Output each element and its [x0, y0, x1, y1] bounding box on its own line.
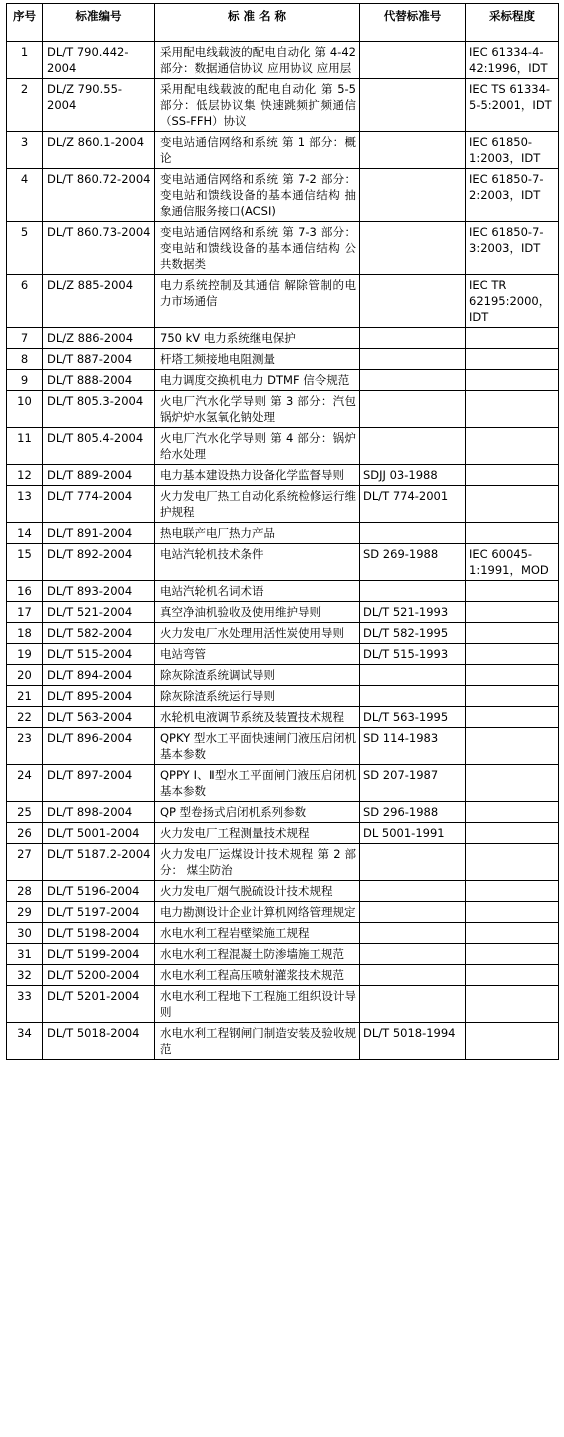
row-serial-number: 29 — [7, 902, 43, 923]
row-replaced-standard — [360, 965, 466, 986]
row-serial-number: 12 — [7, 465, 43, 486]
row-standard-code: DL/T 5199-2004 — [43, 944, 155, 965]
row-replaced-standard — [360, 581, 466, 602]
row-adoption-degree — [466, 486, 559, 523]
row-standard-code: DL/T 563-2004 — [43, 707, 155, 728]
row-standard-name: 火电厂汽水化学导则 第 4 部分：锅炉给水处理 — [155, 428, 360, 465]
table-row — [7, 802, 559, 823]
table-row — [7, 370, 559, 391]
row-adoption-degree — [466, 1023, 559, 1060]
row-standard-name: QPKY 型水工平面快速闸门液压启闭机基本参数 — [155, 728, 360, 765]
row-standard-code: DL/T 5198-2004 — [43, 923, 155, 944]
row-adoption-degree — [466, 686, 559, 707]
table-row — [7, 544, 559, 581]
row-adoption-degree: IEC 61850-7-2:2003，IDT — [466, 169, 559, 222]
row-standard-code: DL/T 5001-2004 — [43, 823, 155, 844]
row-standard-code: DL/T 893-2004 — [43, 581, 155, 602]
table-body — [7, 42, 559, 1060]
row-serial-number: 14 — [7, 523, 43, 544]
row-standard-name: 电站弯管 — [155, 644, 360, 665]
row-replaced-standard — [360, 986, 466, 1023]
row-standard-code: DL/T 5187.2-2004 — [43, 844, 155, 881]
row-standard-name: 热电联产电厂热力产品 — [155, 523, 360, 544]
row-standard-name: 水轮机电液调节系统及装置技术规程 — [155, 707, 360, 728]
row-replaced-standard: SD 269-1988 — [360, 544, 466, 581]
row-standard-name: 火力发电厂运煤设计技术规程 第 2 部分： 煤尘防治 — [155, 844, 360, 881]
row-replaced-standard: SD 296-1988 — [360, 802, 466, 823]
row-serial-number: 17 — [7, 602, 43, 623]
row-serial-number: 9 — [7, 370, 43, 391]
row-standard-code: DL/Z 790.55-2004 — [43, 79, 155, 132]
row-replaced-standard: DL/T 515-1993 — [360, 644, 466, 665]
row-replaced-standard: SDJJ 03-1988 — [360, 465, 466, 486]
row-serial-number: 24 — [7, 765, 43, 802]
row-serial-number: 16 — [7, 581, 43, 602]
row-standard-code: DL/T 805.3-2004 — [43, 391, 155, 428]
row-standard-code: DL/T 790.442-2004 — [43, 42, 155, 79]
table-row — [7, 328, 559, 349]
table-row — [7, 623, 559, 644]
table-row — [7, 602, 559, 623]
row-serial-number: 19 — [7, 644, 43, 665]
row-serial-number: 22 — [7, 707, 43, 728]
row-adoption-degree — [466, 802, 559, 823]
row-replaced-standard — [360, 370, 466, 391]
row-replaced-standard — [360, 349, 466, 370]
row-serial-number: 26 — [7, 823, 43, 844]
table-row — [7, 79, 559, 132]
row-standard-code: DL/Z 885-2004 — [43, 275, 155, 328]
header-adoption-degree: 采标程度 — [466, 4, 559, 42]
table-row — [7, 686, 559, 707]
row-adoption-degree — [466, 370, 559, 391]
row-standard-name: 水电水利工程高压喷射灌浆技术规范 — [155, 965, 360, 986]
row-standard-name: 电力勘测设计企业计算机网络管理规定 — [155, 902, 360, 923]
table-row — [7, 665, 559, 686]
row-serial-number: 27 — [7, 844, 43, 881]
row-serial-number: 25 — [7, 802, 43, 823]
row-adoption-degree — [466, 881, 559, 902]
row-serial-number: 3 — [7, 132, 43, 169]
row-standard-code: DL/T 894-2004 — [43, 665, 155, 686]
row-standard-code: DL/T 5196-2004 — [43, 881, 155, 902]
row-serial-number: 20 — [7, 665, 43, 686]
table-row — [7, 1023, 559, 1060]
row-serial-number: 6 — [7, 275, 43, 328]
row-standard-name: 火电厂汽水化学导则 第 3 部分：汽包锅炉炉水氢氧化钠处理 — [155, 391, 360, 428]
table-row — [7, 486, 559, 523]
row-adoption-degree — [466, 623, 559, 644]
row-adoption-degree: IEC 60045-1:1991，MOD — [466, 544, 559, 581]
row-replaced-standard — [360, 79, 466, 132]
table-row — [7, 707, 559, 728]
row-adoption-degree: IEC 61850-7-3:2003，IDT — [466, 222, 559, 275]
table-row — [7, 42, 559, 79]
row-standard-code: DL/T 887-2004 — [43, 349, 155, 370]
row-replaced-standard — [360, 523, 466, 544]
table-row — [7, 132, 559, 169]
row-standard-code: DL/T 805.4-2004 — [43, 428, 155, 465]
row-serial-number: 15 — [7, 544, 43, 581]
row-standard-code: DL/T 889-2004 — [43, 465, 155, 486]
row-standard-code: DL/T 582-2004 — [43, 623, 155, 644]
row-standard-name: 变电站通信网络和系统 第 7-3 部分：变电站和馈线设备的基本通信结构 公共数据类 — [155, 222, 360, 275]
row-replaced-standard — [360, 275, 466, 328]
row-adoption-degree — [466, 944, 559, 965]
row-standard-name: 采用配电线载波的配电自动化 第 5-5 部分：低层协议集 快速跳频扩频通信（SS-FFH）协议 — [155, 79, 360, 132]
row-adoption-degree — [466, 523, 559, 544]
row-standard-code: DL/T 860.72-2004 — [43, 169, 155, 222]
row-replaced-standard — [360, 686, 466, 707]
row-serial-number: 21 — [7, 686, 43, 707]
row-adoption-degree — [466, 923, 559, 944]
row-standard-name: 水电水利工程钢闸门制造安装及验收规范 — [155, 1023, 360, 1060]
row-replaced-standard: DL/T 774-2001 — [360, 486, 466, 523]
table-row — [7, 965, 559, 986]
row-standard-code: DL/T 5201-2004 — [43, 986, 155, 1023]
row-adoption-degree — [466, 349, 559, 370]
row-replaced-standard: SD 207-1987 — [360, 765, 466, 802]
row-standard-name: 火力发电厂烟气脱硫设计技术规程 — [155, 881, 360, 902]
row-replaced-standard: DL/T 563-1995 — [360, 707, 466, 728]
row-standard-name: 电站汽轮机名词术语 — [155, 581, 360, 602]
header-replaced-standard: 代替标准号 — [360, 4, 466, 42]
row-replaced-standard — [360, 42, 466, 79]
table-row — [7, 391, 559, 428]
row-serial-number: 33 — [7, 986, 43, 1023]
table-row — [7, 428, 559, 465]
row-standard-code: DL/T 860.73-2004 — [43, 222, 155, 275]
row-standard-code: DL/T 774-2004 — [43, 486, 155, 523]
table-row — [7, 844, 559, 881]
table-row — [7, 465, 559, 486]
row-standard-code: DL/T 895-2004 — [43, 686, 155, 707]
table-row — [7, 923, 559, 944]
row-standard-name: 750 kV 电力系统继电保护 — [155, 328, 360, 349]
table-row — [7, 728, 559, 765]
row-standard-name: 水电水利工程混凝土防渗墙施工规范 — [155, 944, 360, 965]
row-serial-number: 23 — [7, 728, 43, 765]
row-replaced-standard: DL/T 582-1995 — [360, 623, 466, 644]
row-standard-code: DL/T 515-2004 — [43, 644, 155, 665]
row-standard-name: 真空净油机验收及使用维护导则 — [155, 602, 360, 623]
row-replaced-standard — [360, 881, 466, 902]
row-adoption-degree — [466, 707, 559, 728]
row-serial-number: 13 — [7, 486, 43, 523]
row-standard-name: 电力基本建设热力设备化学监督导则 — [155, 465, 360, 486]
row-adoption-degree: IEC 61334-4-42:1996，IDT — [466, 42, 559, 79]
row-adoption-degree — [466, 465, 559, 486]
row-replaced-standard — [360, 844, 466, 881]
row-serial-number: 18 — [7, 623, 43, 644]
table-row — [7, 986, 559, 1023]
row-standard-name: QP 型卷扬式启闭机系列参数 — [155, 802, 360, 823]
row-serial-number: 11 — [7, 428, 43, 465]
row-standard-code: DL/T 888-2004 — [43, 370, 155, 391]
row-replaced-standard — [360, 391, 466, 428]
header-standard-code: 标准编号 — [43, 4, 155, 42]
row-replaced-standard — [360, 665, 466, 686]
row-adoption-degree — [466, 986, 559, 1023]
table-row — [7, 902, 559, 923]
row-standard-name: 采用配电线载波的配电自动化 第 4-42 部分：数据通信协议 应用协议 应用层 — [155, 42, 360, 79]
row-serial-number: 34 — [7, 1023, 43, 1060]
row-adoption-degree — [466, 665, 559, 686]
row-adoption-degree: IEC TS 61334-5-5:2001，IDT — [466, 79, 559, 132]
row-standard-name: 电力调度交换机电力 DTMF 信令规范 — [155, 370, 360, 391]
row-replaced-standard — [360, 222, 466, 275]
row-serial-number: 8 — [7, 349, 43, 370]
row-adoption-degree — [466, 844, 559, 881]
row-adoption-degree — [466, 823, 559, 844]
row-standard-code: DL/T 898-2004 — [43, 802, 155, 823]
row-adoption-degree — [466, 902, 559, 923]
table-row — [7, 349, 559, 370]
row-standard-name: QPPY Ⅰ、Ⅱ型水工平面闸门液压启闭机基本参数 — [155, 765, 360, 802]
row-adoption-degree: IEC TR 62195:2000，IDT — [466, 275, 559, 328]
row-replaced-standard — [360, 902, 466, 923]
row-standard-code: DL/T 521-2004 — [43, 602, 155, 623]
table-row — [7, 523, 559, 544]
row-serial-number: 2 — [7, 79, 43, 132]
row-adoption-degree — [466, 328, 559, 349]
row-standard-code: DL/T 896-2004 — [43, 728, 155, 765]
row-replaced-standard — [360, 169, 466, 222]
row-standard-name: 除灰除渣系统运行导则 — [155, 686, 360, 707]
row-standard-name: 除灰除渣系统调试导则 — [155, 665, 360, 686]
row-standard-name: 火力发电厂水处理用活性炭使用导则 — [155, 623, 360, 644]
table-row — [7, 823, 559, 844]
row-adoption-degree — [466, 728, 559, 765]
row-standard-name: 杆塔工频接地电阻测量 — [155, 349, 360, 370]
row-serial-number: 31 — [7, 944, 43, 965]
table-row — [7, 765, 559, 802]
row-serial-number: 10 — [7, 391, 43, 428]
row-replaced-standard — [360, 132, 466, 169]
row-standard-name: 火力发电厂工程测量技术规程 — [155, 823, 360, 844]
header-standard-name: 标 准 名 称 — [155, 4, 360, 42]
row-replaced-standard — [360, 944, 466, 965]
row-adoption-degree — [466, 581, 559, 602]
standards-table — [6, 3, 559, 1060]
table-row — [7, 644, 559, 665]
row-standard-code: DL/Z 886-2004 — [43, 328, 155, 349]
row-adoption-degree — [466, 428, 559, 465]
row-serial-number: 1 — [7, 42, 43, 79]
row-standard-code: DL/Z 860.1-2004 — [43, 132, 155, 169]
row-serial-number: 7 — [7, 328, 43, 349]
row-standard-name: 变电站通信网络和系统 第 7-2 部分：变电站和馈线设备的基本通信结构 抽象通信服务接口(ACSI) — [155, 169, 360, 222]
table-row — [7, 222, 559, 275]
row-standard-code: DL/T 5200-2004 — [43, 965, 155, 986]
row-serial-number: 30 — [7, 923, 43, 944]
row-standard-name: 水电水利工程岩壁梁施工规程 — [155, 923, 360, 944]
header-serial-number: 序号 — [7, 4, 43, 42]
table-row — [7, 581, 559, 602]
row-standard-code: DL/T 897-2004 — [43, 765, 155, 802]
row-standard-name: 电力系统控制及其通信 解除管制的电力市场通信 — [155, 275, 360, 328]
table-header-row — [7, 4, 559, 42]
row-serial-number: 28 — [7, 881, 43, 902]
row-standard-code: DL/T 5197-2004 — [43, 902, 155, 923]
row-replaced-standard: DL/T 521-1993 — [360, 602, 466, 623]
row-standard-name: 变电站通信网络和系统 第 1 部分：概论 — [155, 132, 360, 169]
row-standard-name: 水电水利工程地下工程施工组织设计导则 — [155, 986, 360, 1023]
table-row — [7, 169, 559, 222]
row-replaced-standard — [360, 428, 466, 465]
table-row — [7, 881, 559, 902]
row-serial-number: 5 — [7, 222, 43, 275]
row-adoption-degree — [466, 965, 559, 986]
row-replaced-standard: SD 114-1983 — [360, 728, 466, 765]
row-adoption-degree — [466, 765, 559, 802]
row-replaced-standard — [360, 328, 466, 349]
row-replaced-standard: DL/T 5018-1994 — [360, 1023, 466, 1060]
row-replaced-standard — [360, 923, 466, 944]
row-adoption-degree — [466, 644, 559, 665]
row-serial-number: 4 — [7, 169, 43, 222]
row-adoption-degree — [466, 602, 559, 623]
row-standard-name: 火力发电厂热工自动化系统检修运行维护规程 — [155, 486, 360, 523]
row-standard-code: DL/T 891-2004 — [43, 523, 155, 544]
row-adoption-degree — [466, 391, 559, 428]
row-standard-code: DL/T 5018-2004 — [43, 1023, 155, 1060]
row-standard-code: DL/T 892-2004 — [43, 544, 155, 581]
table-row — [7, 275, 559, 328]
row-adoption-degree: IEC 61850-1:2003，IDT — [466, 132, 559, 169]
row-standard-name: 电站汽轮机技术条件 — [155, 544, 360, 581]
table-row — [7, 944, 559, 965]
row-serial-number: 32 — [7, 965, 43, 986]
row-replaced-standard: DL 5001-1991 — [360, 823, 466, 844]
